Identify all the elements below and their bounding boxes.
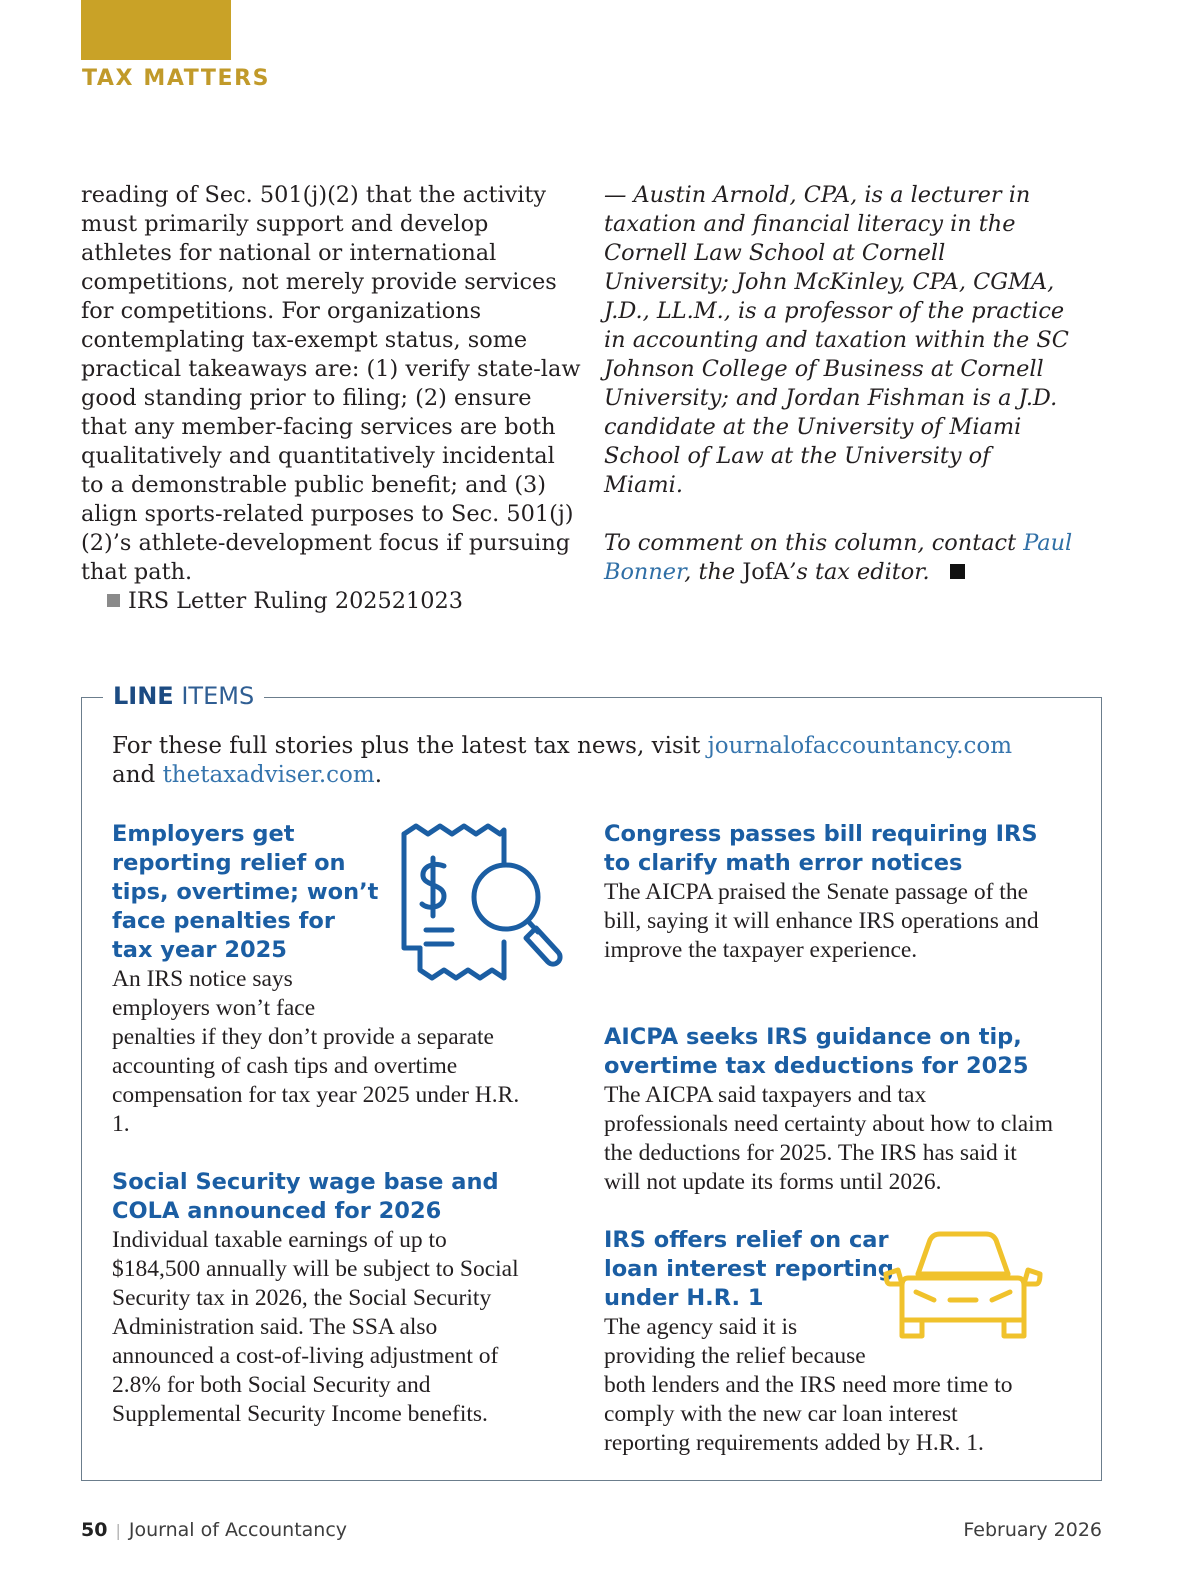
- line-items-title: [103, 680, 264, 712]
- news-body-start: An IRS notice says employers won’t face: [112, 966, 316, 1021]
- line-items-intro: [112, 732, 1062, 790]
- news-item: [604, 1023, 1054, 1197]
- news-item: [604, 820, 1044, 965]
- receipt-magnifier-icon: [396, 822, 571, 987]
- section-label: TAX MATTERS: [82, 66, 271, 91]
- editor-link[interactable]: Paul Bonner: [604, 530, 1073, 585]
- author-bio: — Austin Arnold, CPA, is a lecturer in taxation and financial literacy in the Cornell Law School at Cornell University; John McKinley, CPA, CGMA, J.D., LL.M., is a professor of the practice in accounting and taxation within the SC Johnson College of Business at Cornell University; and Jordan Fishman is a J.D. candidate at the University of Miami School of Law at the University of Miami.: [604, 182, 1069, 498]
- car-icon: [882, 1228, 1044, 1346]
- intro-prefix: For these full stories plus the latest tax news, visit: [112, 733, 708, 759]
- title-light: ITEMS: [181, 682, 255, 710]
- news-headline[interactable]: AICPA seeks IRS guidance on tip, overtime tax deductions for 2025: [604, 1024, 1029, 1079]
- news-item: [112, 1168, 532, 1429]
- intro-and: and: [112, 762, 163, 788]
- ruling-text: IRS Letter Ruling 202521023: [128, 588, 464, 614]
- news-headline[interactable]: IRS offers relief on car loan interest reporting under H.R. 1: [604, 1227, 894, 1311]
- section-color-bar: [81, 0, 231, 60]
- footer-left: [81, 1516, 347, 1545]
- news-body: Individual taxable earnings of up to $184,500 annually will be subject to Social Security tax in 2026, the Social Security Administration said. The SSA also announced a cost-of-living adjustment of 2.8% for both Social Security and Supplemental Security Income benefits.: [112, 1227, 519, 1427]
- footer-separator: |: [115, 1521, 121, 1540]
- article-paragraph: reading of Sec. 501(j)(2) that the activity must primarily support and develop athletes for national or international competitions, not merely provide services for competitions. For organizations contemplating tax-exempt status, some practical takeaways are: (1) verify state-law good standing prior to filing; (2) ensure that any member-facing services are both qualitatively and quantitatively incidental to a demonstrable public benefit; and (3) align sports-related purposes to Sec. 501(j)(2)’s athlete-development focus if pursuing that path.: [81, 182, 581, 585]
- end-mark-icon: [950, 564, 965, 579]
- comment-middle: , the: [684, 559, 743, 585]
- comment-prefix: To comment on this column, contact: [604, 530, 1024, 556]
- comment-line: [604, 529, 1074, 587]
- news-body: penalties if they don’t provide a separate accounting of cash tips and overtime compensation for tax year 2025 under H.R. 1.: [112, 1024, 520, 1137]
- journal-link[interactable]: journalofaccountancy.com: [707, 733, 1013, 759]
- issue-date: February 2026: [963, 1519, 1102, 1541]
- article-right-column: [604, 181, 1074, 587]
- news-body-start: The agency said it is providing the relief because: [604, 1314, 866, 1369]
- journal-abbrev: JofA: [742, 559, 790, 585]
- taxadviser-link[interactable]: thetaxadviser.com: [162, 762, 375, 788]
- news-body: The AICPA said taxpayers and tax professionals need certainty about how to claim the deductions for 2025. The IRS has said it will not update its forms until 2026.: [604, 1082, 1053, 1195]
- news-body: The AICPA praised the Senate passage of the bill, saying it will enhance IRS operations and improve the taxpayer experience.: [604, 879, 1039, 963]
- ruling-citation: [81, 587, 581, 616]
- news-headline[interactable]: Employers get reporting relief on tips, overtime; won’t face penalties for tax year 2025: [112, 821, 379, 963]
- news-body: both lenders and the IRS need more time to comply with the new car loan interest reporting requirements added by H.R. 1.: [604, 1372, 1013, 1456]
- intro-suffix: .: [374, 762, 382, 788]
- publication-name: Journal of Accountancy: [128, 1519, 348, 1541]
- page-number: 50: [81, 1519, 108, 1541]
- comment-suffix: ’s tax editor.: [789, 559, 930, 585]
- news-headline[interactable]: Congress passes bill requiring IRS to clarify math error notices: [604, 821, 1038, 876]
- article-left-column: [81, 181, 581, 616]
- square-bullet-icon: [107, 594, 120, 607]
- news-headline[interactable]: Social Security wage base and COLA announced for 2026: [112, 1169, 499, 1224]
- title-bold: LINE: [113, 682, 174, 710]
